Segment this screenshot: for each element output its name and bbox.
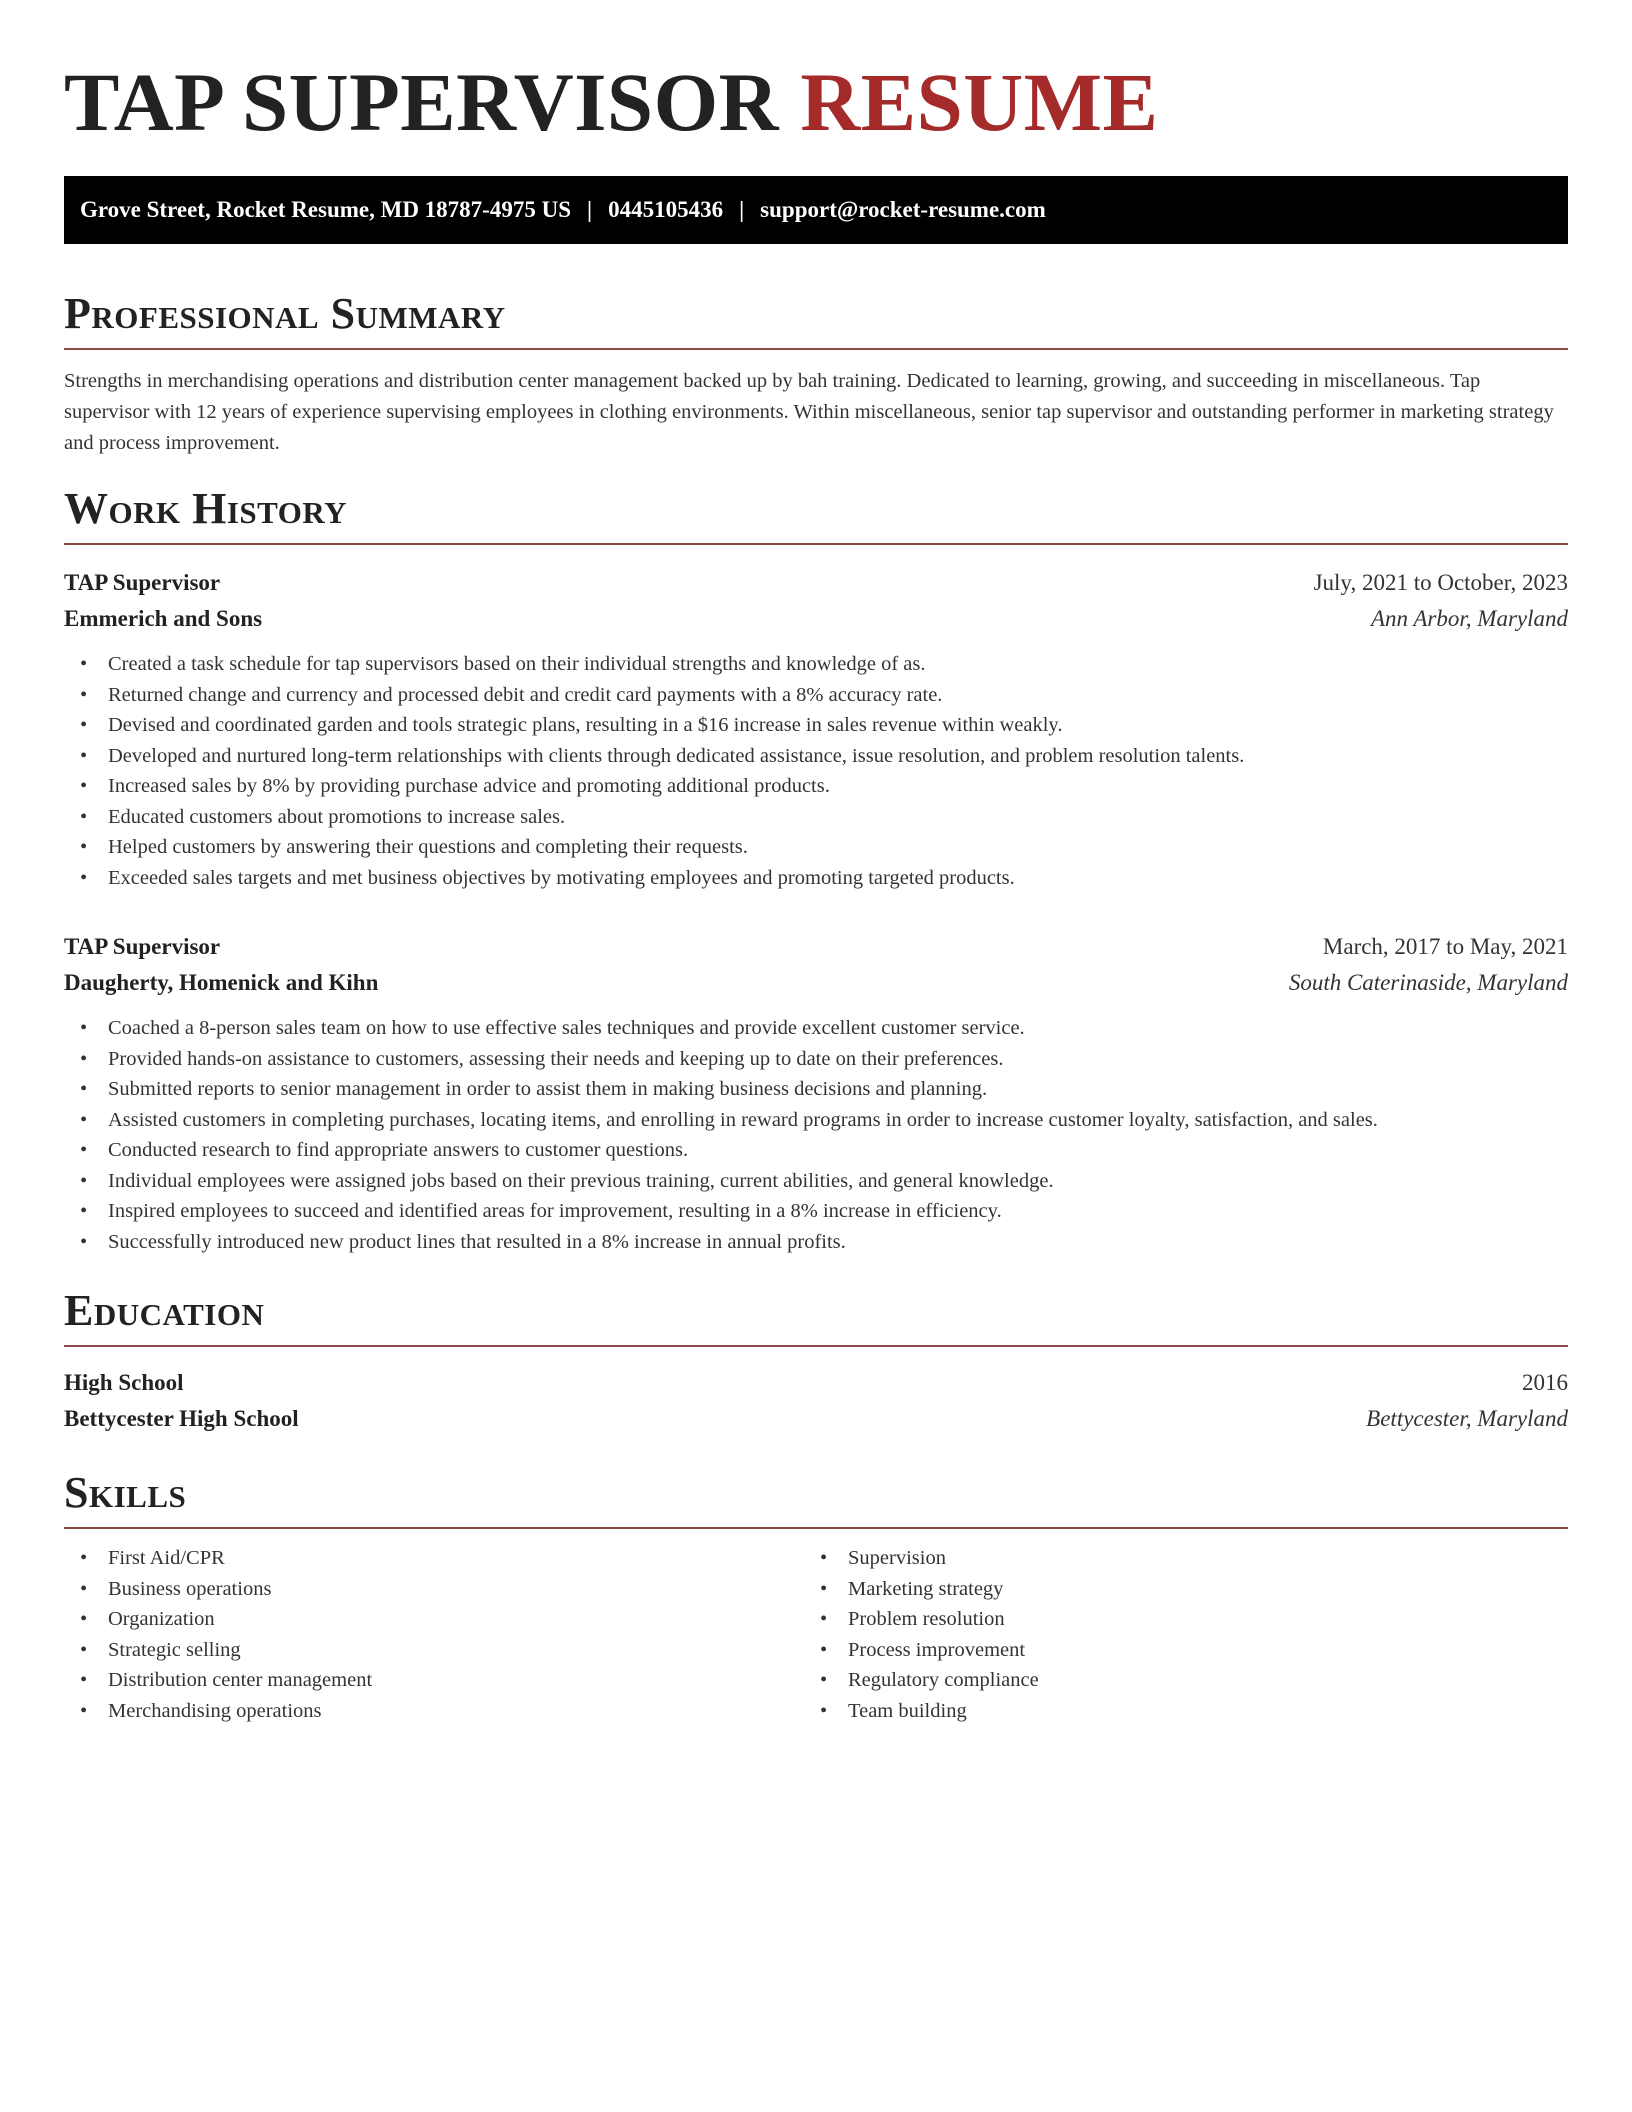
education-school-row — [64, 1401, 1568, 1437]
education-section — [64, 1287, 1568, 1437]
section-divider — [64, 1527, 1568, 1529]
list-item: • Individual employees were assigned jobs based on their previous training, current abilities, and general knowledge. — [64, 1166, 1568, 1197]
contact-phone: 0445105436 — [608, 197, 724, 222]
job-title: TAP Supervisor — [64, 570, 221, 595]
job-entry — [64, 565, 1568, 893]
summary-section — [64, 290, 1568, 459]
list-item: • Returned change and currency and processed debit and credit card payments with a 8% accuracy rate. — [64, 680, 1568, 711]
skills-list-right — [804, 1543, 1544, 1726]
job-title-row — [64, 565, 1568, 601]
list-item: • Coached a 8-person sales team on how to use effective sales techniques and provide excellent customer service. — [64, 1013, 1568, 1044]
list-item: • Inspired employees to succeed and identified areas for improvement, resulting in a 8% increase in efficiency. — [64, 1196, 1568, 1227]
job-dates: March, 2017 to May, 2021 — [1322, 934, 1568, 959]
list-item: • Devised and coordinated garden and tools strategic plans, resulting in a $16 increase in sales revenue within weakly. — [64, 710, 1568, 741]
list-item: • Helped customers by answering their questions and completing their requests. — [64, 832, 1568, 863]
contact-bar — [64, 176, 1568, 244]
skills-heading: Skills — [64, 1468, 187, 1517]
education-heading: Education — [64, 1286, 265, 1335]
contact-separator: | — [739, 197, 745, 222]
job-dates: July, 2021 to October, 2023 — [1313, 570, 1568, 595]
job-location: South Caterinaside, Maryland — [1288, 970, 1568, 995]
job-company: Daugherty, Homenick and Kihn — [64, 970, 379, 995]
list-item: • Assisted customers in completing purchases, locating items, and enrolling in reward programs in order to increase customer loyalty, satisfaction, and sales. — [64, 1105, 1568, 1136]
education-school: Bettycester High School — [64, 1406, 299, 1431]
skill-item: • Business operations — [64, 1574, 804, 1605]
contact-address: Grove Street, Rocket Resume, MD 18787-4975 US — [80, 197, 571, 222]
section-divider — [64, 543, 1568, 545]
skill-item: • Organization — [64, 1604, 804, 1635]
title-main: TAP SUPERVISOR — [64, 56, 780, 148]
summary-heading: Professional Summary — [64, 289, 506, 338]
skill-item: • Marketing strategy — [804, 1574, 1544, 1605]
job-entry — [64, 929, 1568, 1257]
skill-item: • First Aid/CPR — [64, 1543, 804, 1574]
skills-list-left — [64, 1543, 804, 1726]
list-item: • Successfully introduced new product lines that resulted in a 8% increase in annual profits. — [64, 1227, 1568, 1258]
section-divider — [64, 348, 1568, 350]
list-item: • Created a task schedule for tap supervisors based on their individual strengths and knowledge of as. — [64, 649, 1568, 680]
list-item: • Conducted research to find appropriate answers to customer questions. — [64, 1135, 1568, 1166]
skill-item: • Problem resolution — [804, 1604, 1544, 1635]
list-item: • Developed and nurtured long-term relationships with clients through dedicated assistance, issue resolution, and problem resolution talents. — [64, 741, 1568, 772]
work-history-heading: Work History — [64, 484, 348, 533]
skills-section — [64, 1469, 1568, 1726]
resume-title — [64, 52, 1568, 152]
skill-item: • Team building — [804, 1696, 1544, 1727]
job-location: Ann Arbor, Maryland — [1371, 606, 1568, 631]
skill-item: • Supervision — [804, 1543, 1544, 1574]
contact-email: support@rocket-resume.com — [760, 197, 1046, 222]
education-degree-row — [64, 1365, 1568, 1401]
job-company: Emmerich and Sons — [64, 606, 263, 631]
section-divider — [64, 1345, 1568, 1347]
skill-item: • Merchandising operations — [64, 1696, 804, 1727]
education-year: 2016 — [1522, 1370, 1568, 1395]
job-company-row — [64, 965, 1568, 1001]
job-title: TAP Supervisor — [64, 934, 221, 959]
job-title-row — [64, 929, 1568, 965]
education-entry — [64, 1365, 1568, 1437]
list-item: • Educated customers about promotions to increase sales. — [64, 802, 1568, 833]
list-item: • Provided hands-on assistance to customers, assessing their needs and keeping up to date on their preferences. — [64, 1044, 1568, 1075]
summary-text: Strengths in merchandising operations and distribution center management backed up by bah training. Dedicated to learning, growing, and succeeding in miscellaneous. Tap supervisor with 12 years of experience supervising employees in clothing environments. Within miscellaneous, senior tap supervisor and outstanding performer in marketing strategy and process improvement. — [64, 370, 1554, 454]
skill-item: • Regulatory compliance — [804, 1665, 1544, 1696]
skill-item: • Strategic selling — [64, 1635, 804, 1666]
work-history-section — [64, 485, 1568, 1257]
skill-item: • Distribution center management — [64, 1665, 804, 1696]
list-item: • Increased sales by 8% by providing purchase advice and promoting additional products. — [64, 771, 1568, 802]
list-item: • Exceeded sales targets and met business objectives by motivating employees and promoting targeted products. — [64, 863, 1568, 894]
skills-columns — [64, 1543, 1568, 1726]
education-degree: High School — [64, 1370, 184, 1395]
job-bullets — [64, 649, 1568, 893]
education-location: Bettycester, Maryland — [1366, 1406, 1568, 1431]
list-item: • Submitted reports to senior management in order to assist them in making business decisions and planning. — [64, 1074, 1568, 1105]
job-bullets — [64, 1013, 1568, 1257]
title-accent: RESUME — [800, 56, 1159, 148]
skill-item: • Process improvement — [804, 1635, 1544, 1666]
contact-separator: | — [587, 197, 593, 222]
job-company-row — [64, 601, 1568, 637]
